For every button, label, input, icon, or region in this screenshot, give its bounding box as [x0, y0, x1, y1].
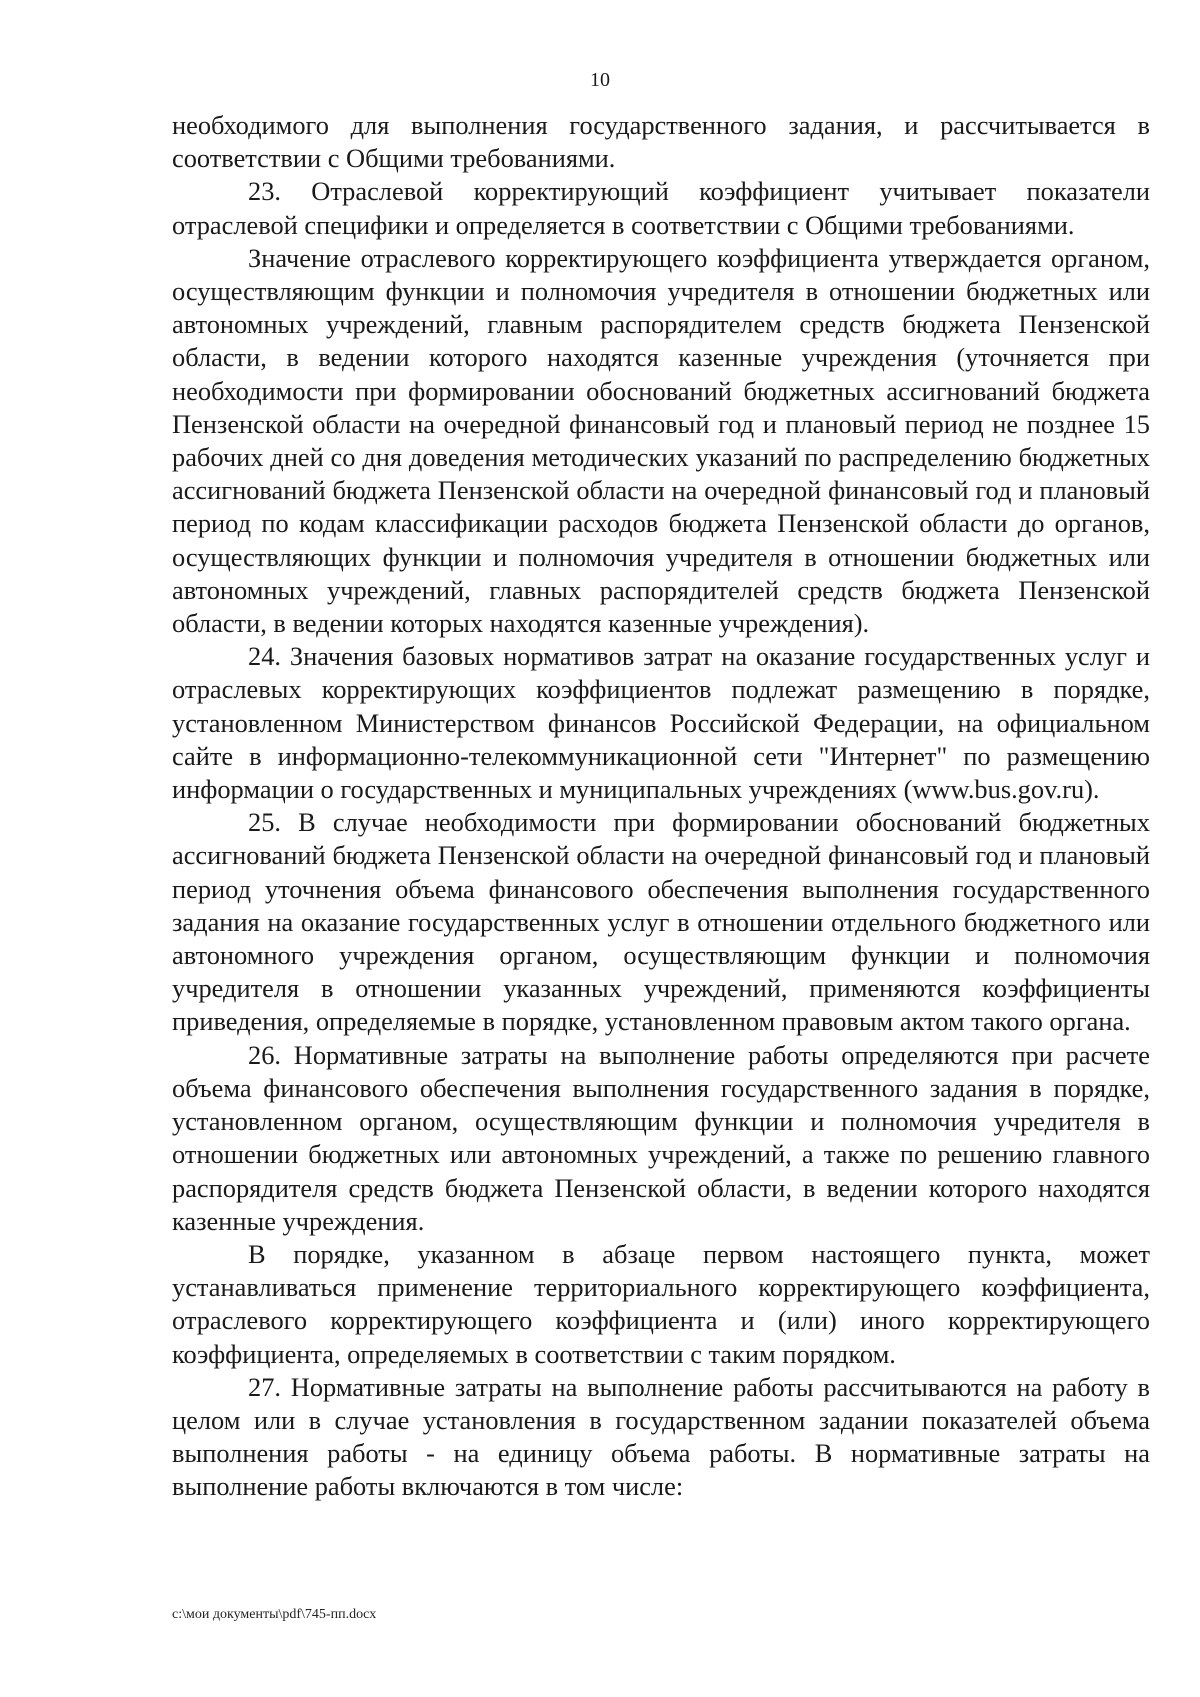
footer-file-path: c:\мои документы\pdf\745-пп.docx: [172, 1607, 377, 1622]
page-number: 10: [590, 69, 610, 91]
document-body: [172, 109, 1150, 1504]
paragraph-continuation: необходимого для выполнения государственного задания, и рассчитывается в соответствии с Общими требованиями.: [172, 110, 1150, 174]
paragraph-26: 26. Нормативные затраты на выполнение работы определяются при расчете объема финансового обеспечения выполнения государственного задания в порядке, установленном органом, осуществляющим функции и полномочия учредителя в отношении бюджетных или автономных учреждений, а также по решению главного распорядителя средств бюджета Пензенской области, в ведении которого находятся казенные учреждения.: [172, 1039, 1150, 1236]
paragraph-24: 24. Значения базовых нормативов затрат на оказание государственных услуг и отраслевых корректирующих коэффициентов подлежат размещению в порядке, установленном Министерством финансов Российской Федерации, на официальном сайте в информационно-телекоммуникационной сети "Интернет" по размещению информации о государственных и муниципальных учреждениях (www.bus.gov.ru).: [172, 641, 1150, 805]
paragraph-23-value: Значение отраслевого корректирующего коэффициента утверждается органом, осуществляющим функции и полномочия учредителя в отношении бюджетных или автономных учреждений, главным распорядителем средств бюджета Пензенской области, в ведении которого находятся казенные учреждения (уточняется при необходимости при формировании обоснований бюджетных ассигнований бюджета Пензенской области на очередной финансовый год и плановый период не позднее 15 рабочих дней со дня доведения методических указаний по распределению бюджетных ассигнований бюджета Пензенской области на очередной финансовый год и плановый период по кодам классификации расходов бюджета Пензенской области до органов, осуществляющих функции и полномочия учредителя в отношении бюджетных или автономных учреждений, главных распорядителей средств бюджета Пензенской области, в ведении которых находятся казенные учреждения).: [172, 242, 1150, 639]
paragraph-26-order: В порядке, указанном в абзаце первом настоящего пункта, может устанавливаться применение территориального корректирующего коэффициента, отраслевого корректирующего коэффициента и (или) иного корректирующего коэффициента, определяемых в соответствии с таким порядком.: [172, 1238, 1150, 1369]
paragraph-25: 25. В случае необходимости при формировании обоснований бюджетных ассигнований бюджета Пензенской области на очередной финансовый год и плановый период уточнения объема финансового обеспечения выполнения государственного задания на оказание государственных услуг в отношении отдельного бюджетного или автономного учреждения органом, осуществляющим функции и полномочия учредителя в отношении указанных учреждений, применяются коэффициенты приведения, определяемые в порядке, установленном правовым актом такого органа.: [172, 807, 1150, 1037]
paragraph-27: 27. Нормативные затраты на выполнение работы рассчитываются на работу в целом или в случае установления в государственном задании показателей объема выполнения работы - на единицу объема работы. В нормативные затраты на выполнение работы включаются в том числе:: [172, 1371, 1150, 1502]
paragraph-23: 23. Отраслевой корректирующий коэффициент учитывает показатели отраслевой специфики и определяется в соответствии с Общими требованиями.: [172, 176, 1150, 240]
